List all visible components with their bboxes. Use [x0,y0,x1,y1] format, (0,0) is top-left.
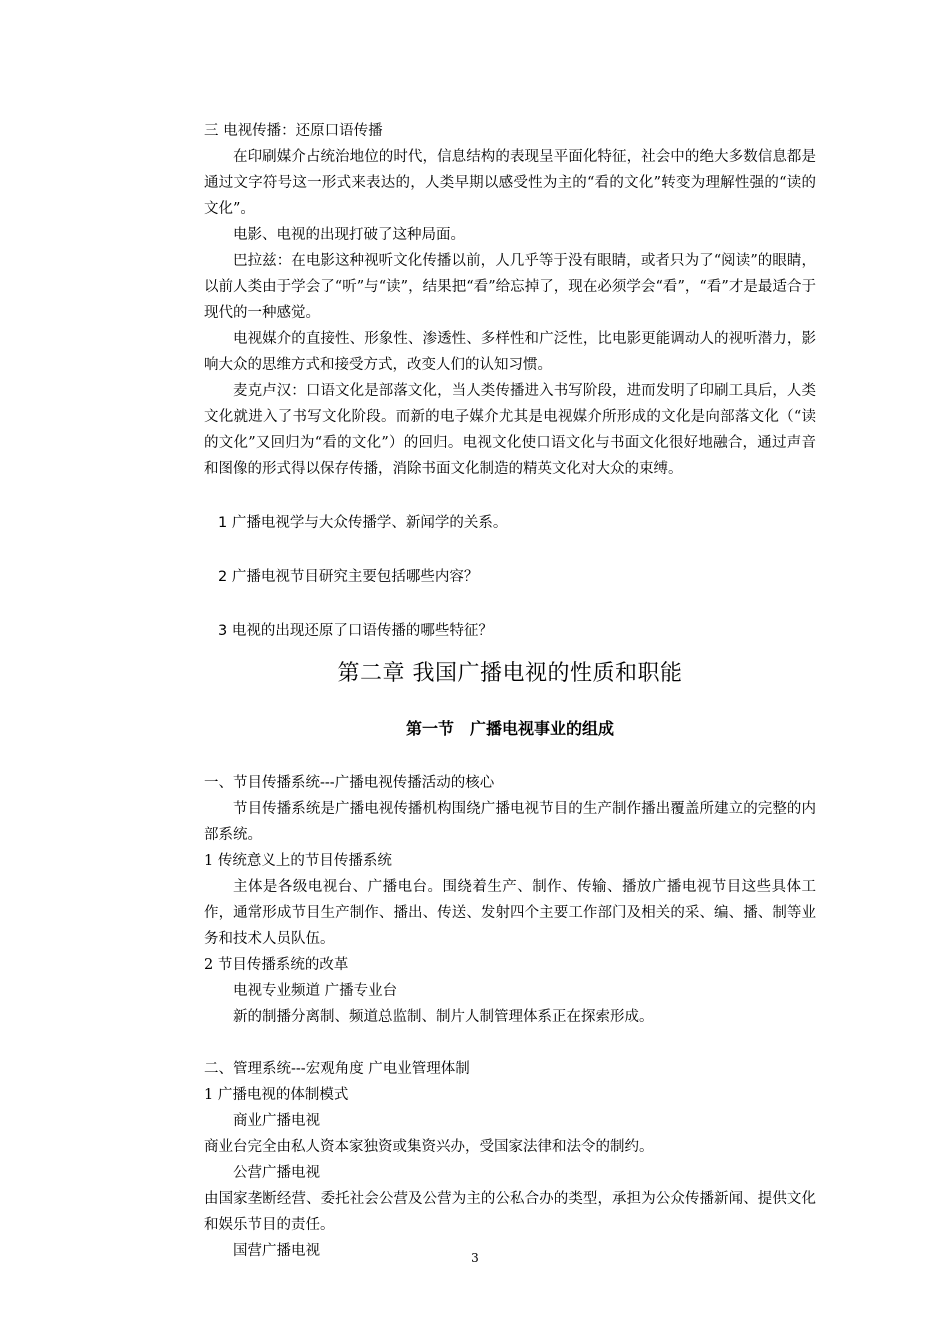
section-title: 第一节 广播电视事业的组成 [405,719,614,738]
question-3: 3 电视的出现还原了口语传播的哪些特征？ [218,623,493,639]
chapter-title: 第二章 我国广播电视的性质和职能 [337,661,683,686]
paragraph-film-tv: 电影、电视的出现打破了这种局面。 [233,227,465,243]
paragraph-balazs: 巴拉兹：在电影这种视听文化传播以前，人几乎等于没有眼睛，或者只为了“阅读”的眼睛，以前人类由于学会了“听”与“读”，结果把“看”给忘掉了，现在必须学会“看”，“看”才是最适合于现代的一种感觉。 [204,253,816,321]
paragraph-program-system: 节目传播系统是广播电视传播机构围绕广播电视节目的生产制作播出覆盖所建立的完整的内部系统。 [204,801,816,843]
label-commercial-broadcasting: 商业广播电视 [233,1113,320,1129]
paragraph-traditional-system: 主体是各级电视台、广播电台。围绕着生产、制作、传输、播放广播电视节目这些具体工作，通常形成节目生产制作、播出、传送、发射四个主要工作部门及相关的采、编、播、制等业务和技术人员队伍。 [204,879,816,947]
list-item-traditional-system: 1 传统意义上的节目传播系统 [204,853,392,869]
label-public-broadcasting: 公营广播电视 [233,1165,320,1181]
paragraph-tv-media: 电视媒介的直接性、形象性、渗透性、多样性和广泛性，比电影更能调动人的视听潜力，影响大众的思维方式和接受方式，改变人们的认知习惯。 [204,331,816,373]
list-item-system-models: 1 广播电视的体制模式 [204,1087,349,1103]
paragraph-commercial-broadcasting: 商业台完全由私人资本家独资或集资兴办，受国家法律和法令的制约。 [204,1139,654,1155]
section-heading-tv-communication: 三 电视传播：还原口语传播 [204,123,383,139]
subsection-heading-management-system: 二、管理系统---宏观角度 广电业管理体制 [204,1061,470,1077]
page-number: 3 [471,1251,479,1265]
line-specialty-channels: 电视专业频道 广播专业台 [233,983,398,999]
subsection-heading-program-system: 一、节目传播系统---广播电视传播活动的核心 [204,775,495,791]
label-state-broadcasting: 国营广播电视 [233,1243,320,1259]
paragraph-public-broadcasting: 由国家垄断经营、委托社会公营及公营为主的公私合办的类型，承担为公众传播新闻、提供文化和娱乐节目的责任。 [204,1191,816,1233]
list-item-system-reform: 2 节目传播系统的改革 [204,957,349,973]
question-1: 1 广播电视学与大众传播学、新闻学的关系。 [218,515,508,531]
question-2: 2 广播电视节目研究主要包括哪些内容？ [218,569,479,585]
line-management-reform: 新的制播分离制、频道总监制、制片人制管理体系正在探索形成。 [233,1009,654,1025]
paragraph-print-media: 在印刷媒介占统治地位的时代，信息结构的表现呈平面化特征，社会中的绝大多数信息都是通过文字符号这一形式来表达的，人类早期以感受性为主的“看的文化”转变为理解性强的“读的文化”。 [204,149,816,217]
paragraph-mcluhan: 麦克卢汉：口语文化是部落文化，当人类传播进入书写阶段，进而发明了印刷工具后，人类文化就进入了书写文化阶段。而新的电子媒介尤其是电视媒介所形成的文化是向部落文化（“读的文化”又回归为“看的文化”）的回归。电视文化使口语文化与书面文化很好地融合，通过声音和图像的形式得以保存传播，消除书面文化制造的精英文化对大众的束缚。 [204,383,816,477]
page-content [204,118,816,1264]
